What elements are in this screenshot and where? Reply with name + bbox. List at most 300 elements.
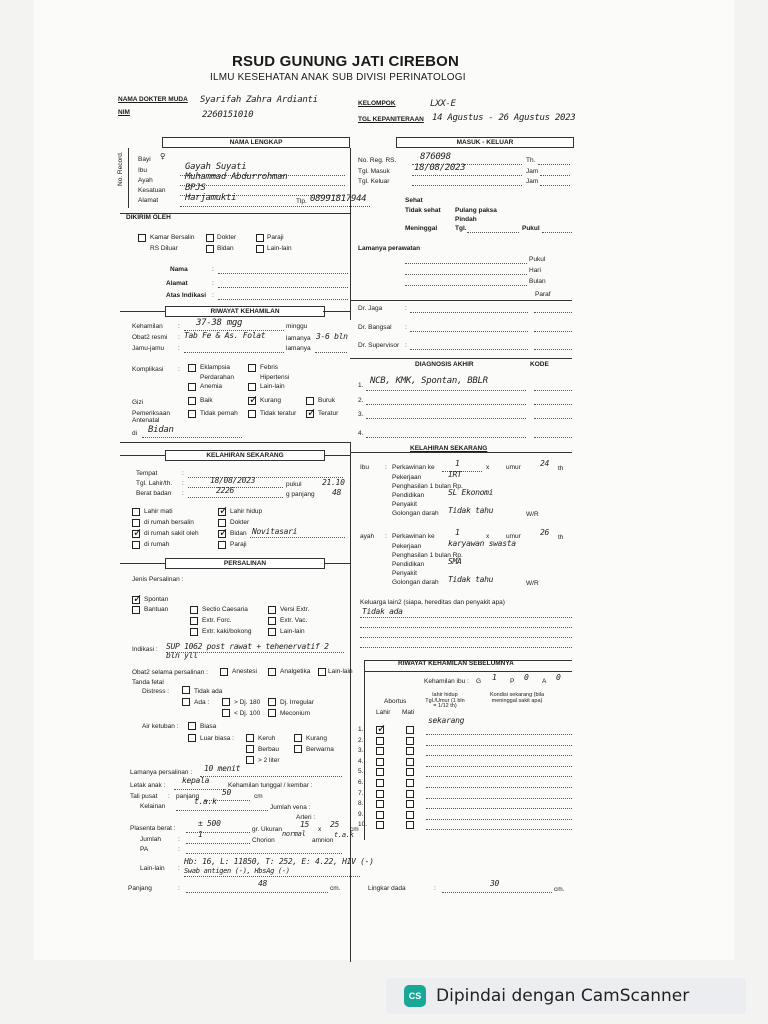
liter-label: > 2 liter bbox=[258, 757, 280, 764]
forc-label: Extr. Forc. bbox=[202, 617, 232, 624]
lainlain-persalinan-checkbox[interactable] bbox=[268, 628, 276, 636]
bayi-label: Bayi bbox=[138, 156, 151, 163]
a-value: 0 bbox=[556, 673, 561, 682]
jumlah-vena-label: Jumlah vena : bbox=[270, 804, 311, 811]
distress-label: Distress : bbox=[142, 688, 170, 695]
riwayat-lahir-checkbox[interactable] bbox=[376, 811, 384, 819]
berwarna-checkbox[interactable] bbox=[294, 745, 302, 753]
lamanya-value: 3-6 bln bbox=[316, 332, 348, 341]
riwayat-lahir-checkbox[interactable] bbox=[376, 790, 384, 798]
berat-label: Berat badan bbox=[136, 490, 172, 497]
alamat-value: Harjamukti bbox=[185, 193, 237, 203]
dr-jaga-label: Dr. Jaga bbox=[358, 305, 383, 312]
lahir-hidup-label: Lahir hidup bbox=[230, 508, 263, 515]
riwayat-mati-checkbox[interactable] bbox=[406, 768, 414, 776]
rumah-sakit-checkbox[interactable] bbox=[132, 530, 140, 538]
eklampsia-checkbox[interactable] bbox=[188, 364, 196, 372]
tgl-kepaniteraan-value: 14 Agustus - 26 Agustus 2023 bbox=[432, 113, 576, 123]
diag-1-num: 1. bbox=[358, 382, 364, 389]
kehamilan-tunggal-label: Kehamilan tunggal / kembar : bbox=[228, 782, 313, 789]
kesatuan-value: BPJS bbox=[185, 183, 206, 193]
arteri-label: Arteri : bbox=[296, 814, 316, 821]
bidan-checkbox[interactable] bbox=[206, 245, 214, 253]
riwayat-row-line bbox=[426, 798, 572, 799]
tglmasuk-value: 18/08/2023 bbox=[414, 163, 466, 173]
pa-label: PA bbox=[140, 846, 149, 853]
bantuan-checkbox[interactable] bbox=[132, 606, 140, 614]
anestesi-checkbox[interactable] bbox=[220, 668, 228, 676]
ibu-perkawinan-label: Perkawinan ke bbox=[392, 464, 435, 471]
kurang-label: Kurang bbox=[260, 397, 281, 404]
riwayat-mati-checkbox[interactable] bbox=[406, 747, 414, 755]
meconium-checkbox[interactable] bbox=[268, 709, 276, 717]
keluarga-label: Keluarga lain2 (siapa, hereditas dan penyakit apa) bbox=[360, 599, 505, 606]
lainlain-value-1: Hb: 16, L: 11850, T: 252, E: 4.22, HIV (-) bbox=[184, 857, 374, 866]
bidan-lahir-checkbox[interactable] bbox=[218, 530, 226, 538]
camscanner-logo-icon: CS bbox=[404, 985, 426, 1007]
air-ketuban-label: Air ketuban : bbox=[142, 723, 179, 730]
lamanya-label: lamanya bbox=[286, 335, 311, 342]
ayah-penghasilan-label: Penghasilan 1 bulan Rp. bbox=[392, 552, 463, 559]
ayah-golongan-value: Tidak tahu bbox=[448, 575, 494, 584]
teratur-checkbox[interactable] bbox=[306, 410, 314, 418]
riwayat-row-number: 6. bbox=[358, 779, 364, 786]
vac-label: Extr. Vac. bbox=[280, 617, 308, 624]
diag-1-value: NCB, KMK, Spontan, BBLR bbox=[370, 376, 488, 386]
bulan-label: Bulan bbox=[529, 278, 546, 285]
riwayat-lahir-checkbox[interactable] bbox=[376, 768, 384, 776]
anemia-checkbox[interactable] bbox=[188, 383, 196, 391]
riwayat-lahir-checkbox[interactable] bbox=[376, 800, 384, 808]
bayi-value: ♀ bbox=[160, 152, 166, 162]
hari-label: Hari bbox=[529, 267, 541, 274]
ibu-pendidikan-value: SL Ekonomi bbox=[448, 488, 494, 497]
amnion-value: t.a.k bbox=[334, 831, 354, 839]
lainlain-persalinan-label: Lain-lain bbox=[280, 628, 305, 635]
dj100-checkbox[interactable] bbox=[222, 709, 230, 717]
tanda-fetal-label: Tanda fetal bbox=[132, 679, 164, 686]
baik-checkbox[interactable] bbox=[188, 397, 196, 405]
kaki-checkbox[interactable] bbox=[190, 628, 198, 636]
ayah-penyakit-label: Penyakit bbox=[392, 570, 417, 577]
keruh-checkbox[interactable] bbox=[246, 734, 254, 742]
jam-label: Jam bbox=[526, 168, 539, 175]
paraji-lahir-checkbox[interactable] bbox=[218, 541, 226, 549]
lamanya-persalinan-value: 10 menit bbox=[204, 764, 241, 773]
riwayat-row-number: 2. bbox=[358, 736, 364, 744]
berbau-label: Berbau bbox=[258, 746, 279, 753]
pemeriksaan-label: Pemeriksaan Antenatal bbox=[132, 410, 170, 424]
kondisi-head: Kondisi sekarang (bila meninggal sakit apa) bbox=[489, 692, 545, 704]
g-label: G bbox=[476, 678, 482, 685]
bidan-lahir-value: Novitasari bbox=[252, 527, 298, 536]
jumlah-value: 1 bbox=[198, 830, 203, 839]
ibu-umur-label: umur bbox=[506, 464, 521, 471]
nama-lengkap-header: NAMA LENGKAP bbox=[162, 137, 350, 148]
riwayat-row-line bbox=[426, 745, 572, 746]
indikasi-label: Indikasi : bbox=[132, 646, 158, 653]
riwayat-row-line bbox=[426, 819, 572, 820]
febris-checkbox[interactable] bbox=[248, 364, 256, 372]
kurang-checkbox[interactable] bbox=[248, 397, 256, 405]
g-panjang-label: g panjang bbox=[286, 491, 315, 498]
lahir-hidup-head: lahir hidup Tgl./Umur (1 bln = 1/12 th) bbox=[425, 692, 465, 709]
tidak-ada-label: Tidak ada bbox=[194, 688, 223, 695]
kesatuan-label: Kesatuan bbox=[138, 187, 166, 194]
ibu-x-label: x bbox=[486, 464, 490, 471]
letak-anak-label: Letak anak : bbox=[130, 782, 166, 789]
dr-supervisor-label: Dr. Supervisor bbox=[358, 342, 400, 349]
berwarna-label: Berwarna bbox=[306, 746, 334, 753]
jumlah-label: Jumlah bbox=[140, 836, 161, 843]
persalinan-header: PERSALINAN bbox=[165, 558, 325, 569]
nim-value: 2260151010 bbox=[202, 110, 254, 120]
lainlain-checkbox[interactable] bbox=[256, 245, 264, 253]
kelainan-value: t.a.k bbox=[194, 797, 217, 806]
ibu-golongan-value: Tidak tahu bbox=[448, 506, 494, 515]
ibu-perkawinan-value: 1 bbox=[455, 459, 460, 468]
p-value: 0 bbox=[524, 673, 529, 682]
minggu-label: minggu bbox=[286, 323, 308, 330]
kehamilan-value: 37-38 mgg bbox=[196, 318, 243, 328]
indikasi-value: SUP 1062 post rawat + tehenervatif 2 bln yll bbox=[166, 642, 329, 660]
ada-label: Ada : bbox=[194, 699, 210, 706]
riwayat-row-line bbox=[426, 755, 572, 756]
paraji-lahir-label: Paraji bbox=[230, 541, 247, 548]
ukuran-label: gr. Ukuran bbox=[252, 826, 282, 833]
tali-pusat-label: Tali pusat bbox=[130, 793, 158, 800]
komplikasi-label: Komplikasi bbox=[132, 366, 164, 373]
sehat-label: Sehat bbox=[405, 197, 423, 204]
tgl-kepaniteraan-label: TGL KEPANITERAAN bbox=[358, 116, 424, 123]
paraf-label: Paraf bbox=[535, 291, 551, 298]
gizi-label: Gizi bbox=[132, 399, 144, 406]
ayah-x-label: x bbox=[486, 533, 490, 540]
pukul-lahir-value: 21.10 bbox=[322, 478, 345, 487]
nim-label: NIM bbox=[118, 109, 130, 116]
tidak-sehat-label: Tidak sehat bbox=[405, 207, 441, 214]
ibu-penyakit-label: Penyakit bbox=[392, 501, 417, 508]
analgetika-checkbox[interactable] bbox=[268, 668, 276, 676]
riwayat-mati-checkbox[interactable] bbox=[406, 737, 414, 745]
riwayat-mati-checkbox[interactable] bbox=[406, 779, 414, 787]
bidan-lahir-label: Bidan bbox=[230, 530, 247, 537]
meconium-label: Meconium bbox=[280, 710, 310, 717]
analgetika-label: Analgetika bbox=[280, 668, 311, 675]
lainlain-komplikasi-label: Lain-lain bbox=[260, 383, 285, 390]
anestesi-label: Anestesi bbox=[232, 668, 257, 675]
lainlain-label: Lain-lain bbox=[267, 245, 292, 252]
di-rumah-checkbox[interactable] bbox=[132, 541, 140, 549]
g-value: 1 bbox=[492, 673, 497, 682]
riwayat-mati-checkbox[interactable] bbox=[406, 758, 414, 766]
kelompok-value: LXX-E bbox=[430, 99, 456, 109]
ibu-th-label: th bbox=[558, 465, 564, 472]
biasa-checkbox[interactable] bbox=[188, 722, 196, 730]
buruk-label: Buruk bbox=[318, 397, 335, 404]
noreg-label: No. Reg. RS. bbox=[358, 157, 397, 164]
kelompok-label: KELOMPOK bbox=[358, 100, 396, 107]
lingkar-dada-cm: cm. bbox=[554, 886, 565, 893]
forc-checkbox[interactable] bbox=[190, 617, 198, 625]
alamat-label: Alamat bbox=[138, 197, 159, 204]
amnion-label: amnion bbox=[312, 837, 334, 844]
tidak-ada-checkbox[interactable] bbox=[182, 686, 190, 694]
ukuran-x: x bbox=[318, 826, 322, 833]
lainlain-obat-checkbox[interactable] bbox=[318, 668, 326, 676]
riwayat-mati-checkbox[interactable] bbox=[406, 821, 414, 829]
ayah-golongan-label: Golongan darah bbox=[392, 579, 439, 586]
riwayat-lahir-checkbox[interactable] bbox=[376, 737, 384, 745]
meninggal-label: Meninggal bbox=[405, 225, 438, 232]
luar-biasa-label: Luar biasa : bbox=[200, 735, 234, 742]
lahir-hidup-checkbox[interactable] bbox=[218, 508, 226, 516]
ayah-pekerjaan-value: karyawan swasta bbox=[448, 539, 516, 548]
ayah-umur-value: 26 bbox=[540, 528, 550, 537]
dj180-label: > Dj. 180 bbox=[234, 699, 261, 706]
riwayat-row-number: 8. bbox=[358, 800, 364, 808]
spontan-checkbox[interactable] bbox=[132, 596, 140, 604]
ayah-ortu-label: ayah bbox=[360, 533, 375, 540]
tgl-lahir-label: Tgl. Lahir/th. bbox=[136, 480, 173, 487]
di-value: Bidan bbox=[148, 425, 174, 435]
pukul-lahir-label: pukul bbox=[286, 481, 302, 488]
ayah-label: Ayah bbox=[138, 177, 153, 184]
rumah-bersalin-label: di rumah bersalin bbox=[144, 519, 194, 526]
jam2-label: Jam bbox=[526, 178, 539, 185]
kelainan-label: Kelainan bbox=[140, 803, 166, 810]
anemia-label: Anemia bbox=[200, 383, 223, 390]
tgl-label: Tgl. bbox=[455, 225, 467, 232]
kamar-bersalin-checkbox[interactable] bbox=[138, 234, 146, 242]
riwayat-mati-checkbox[interactable] bbox=[406, 726, 414, 734]
nama-label: Nama bbox=[170, 266, 188, 273]
tidak-pernah-label: Tidak pernah bbox=[200, 410, 238, 417]
kurang-ketuban-label: Kurang bbox=[306, 735, 327, 742]
a-label: A bbox=[542, 678, 547, 685]
ayah-umur-label: umur bbox=[506, 533, 521, 540]
lainlain-value-2: Swab antigen (-), HbsAg (-) bbox=[184, 867, 290, 875]
letak-anak-value: kepala bbox=[182, 776, 210, 785]
pindah-label: Pindah bbox=[455, 216, 477, 223]
tglkeluar-label: Tgl. Keluar bbox=[358, 178, 390, 185]
kelahiran-right-header: KELAHIRAN SEKARANG bbox=[410, 445, 488, 452]
ibu-pekerjaan-label: Pekerjaan bbox=[392, 474, 422, 481]
obat-resmi-value: Tab Fe & As. Folat bbox=[184, 331, 266, 340]
kehamilan-ibu-label: Kehamilan ibu : bbox=[424, 678, 469, 685]
eklampsia-label: Eklampsia bbox=[200, 364, 230, 371]
spontan-label: Spontan bbox=[144, 596, 169, 603]
buruk-checkbox[interactable] bbox=[306, 397, 314, 405]
kelahiran-header: KELAHIRAN SEKARANG bbox=[165, 450, 325, 461]
lahir-mati-checkbox[interactable] bbox=[132, 508, 140, 516]
berbau-checkbox[interactable] bbox=[246, 745, 254, 753]
tali-panjang-label: panjang bbox=[176, 793, 200, 800]
riwayat-row-number: 10. bbox=[358, 821, 368, 829]
hipertensi-label: Hipertensi bbox=[260, 374, 290, 381]
tgl-lahir-value: 18/08/2023 bbox=[210, 476, 256, 485]
kehamilan-label: Kehamilan bbox=[132, 323, 163, 330]
lamanya2-label: lamanya bbox=[286, 345, 311, 352]
versi-label: Versi Extr. bbox=[280, 606, 310, 613]
keluarga-value: Tidak ada bbox=[362, 607, 403, 616]
noreg-value: 876098 bbox=[420, 152, 451, 162]
panjang-bottom-label: Panjang bbox=[128, 885, 152, 892]
di-label: di bbox=[132, 430, 138, 437]
chorion-label: Chorion bbox=[252, 837, 275, 844]
lainlain-komplikasi-checkbox[interactable] bbox=[248, 383, 256, 391]
plasenta-label: Plasenta berat : bbox=[130, 825, 176, 832]
dj180-checkbox[interactable] bbox=[222, 698, 230, 706]
tidak-teratur-label: Tidak teratur bbox=[260, 410, 297, 417]
riwayat-row-number: 3. bbox=[358, 747, 364, 755]
tali-panjang-value: 50 bbox=[222, 788, 232, 797]
camscanner-text: Dipindai dengan CamScanner bbox=[436, 986, 690, 1006]
kamar-bersalin-label: Kamar Bersalin bbox=[150, 234, 195, 241]
ada-checkbox[interactable] bbox=[182, 698, 190, 706]
dikirim-header: DIKIRIM OLEH bbox=[126, 214, 171, 221]
diag-2-num: 2. bbox=[358, 397, 364, 404]
paraji-label: Paraji bbox=[267, 234, 284, 241]
tlp-label: Tlp. bbox=[296, 198, 307, 205]
di-rumah-label: di rumah bbox=[144, 541, 170, 548]
kaki-label: Extr. kaki/bokong bbox=[202, 628, 252, 635]
diag-3-num: 3. bbox=[358, 411, 364, 418]
doctor-value: Syarifah Zahra Ardianti bbox=[200, 95, 318, 105]
lingkar-dada-label: Lingkar dada bbox=[368, 885, 406, 892]
panjang-lahir-value: 48 bbox=[332, 488, 342, 497]
versi-checkbox[interactable] bbox=[268, 606, 276, 614]
sectio-checkbox[interactable] bbox=[190, 606, 198, 614]
riwayat-row-number: 4. bbox=[358, 757, 364, 765]
liter-checkbox[interactable] bbox=[246, 756, 254, 764]
bidan-label: Bidan bbox=[217, 245, 234, 252]
pukul-label: Pukul bbox=[522, 225, 540, 232]
sectio-label: Sectio Caesaria bbox=[202, 606, 248, 613]
ayah-perkawinan-label: Perkawinan ke bbox=[392, 533, 435, 540]
p-label: P bbox=[510, 678, 515, 685]
lainlain-obat-label: Lain-lain bbox=[328, 668, 353, 675]
luar-biasa-checkbox[interactable] bbox=[188, 734, 196, 742]
camscanner-badge bbox=[386, 978, 746, 1014]
mati-col-label: Mati bbox=[402, 709, 415, 716]
department-title: ILMU KESEHATAN ANAK SUB DIVISI PERINATOLOGI bbox=[210, 72, 466, 83]
riwayat-lahir-checkbox[interactable] bbox=[376, 779, 384, 787]
hospital-title: RSUD GUNUNG JATI CIREBON bbox=[232, 53, 460, 70]
irregular-label: Dj. Irregular bbox=[280, 699, 314, 706]
ayah-pendidikan-value: SMA bbox=[448, 557, 462, 566]
ibu-golongan-label: Golongan darah bbox=[392, 510, 439, 517]
riwayat-mati-checkbox[interactable] bbox=[406, 800, 414, 808]
riwayat-row-line bbox=[426, 787, 572, 788]
ibu-penghasilan-label: Penghasilan 1 bulan Rp. bbox=[392, 483, 463, 490]
abortus-label: Abortus bbox=[384, 698, 407, 705]
febris-label: Febris bbox=[260, 364, 279, 371]
tidak-pernah-checkbox[interactable] bbox=[188, 410, 196, 418]
atas-indikasi-label: Atas Indikasi bbox=[166, 292, 207, 299]
obat-persalinan-label: Obat2 selama persalinan : bbox=[132, 669, 208, 676]
jenis-persalinan-label: Jenis Persalinan : bbox=[132, 576, 184, 583]
kurang-ketuban-checkbox[interactable] bbox=[294, 734, 302, 742]
tempat-label: Tempat bbox=[136, 470, 158, 477]
lamanya-persalinan-label: Lamanya persalinan : bbox=[130, 769, 193, 776]
tlp-value: 08991817944 bbox=[310, 194, 367, 204]
berat-value: 2226 bbox=[216, 486, 235, 495]
baik-label: Baik bbox=[200, 397, 213, 404]
diag-4-num: 4. bbox=[358, 430, 364, 437]
jamu-label: Jamu-jamu bbox=[132, 345, 165, 352]
dr-bangsal-label: Dr. Bangsal bbox=[358, 324, 392, 331]
ibu-label: Ibu bbox=[138, 167, 148, 174]
riwayat-lahir-checkbox[interactable] bbox=[376, 726, 384, 734]
riwayat-row-number: 9. bbox=[358, 810, 364, 818]
dokter-checkbox[interactable] bbox=[206, 234, 214, 242]
perdarahan-label: Perdarahan bbox=[200, 374, 234, 381]
tidak-teratur-checkbox[interactable] bbox=[248, 410, 256, 418]
obat-resmi-label: Obat2 resmi bbox=[132, 334, 168, 341]
bantuan-label: Bantuan bbox=[144, 606, 169, 613]
chorion-value: normal bbox=[282, 830, 306, 838]
plasenta-value: ± 500 bbox=[198, 819, 221, 828]
riwayat-lahir-checkbox[interactable] bbox=[376, 821, 384, 829]
lahir-col-label: Lahir bbox=[376, 709, 391, 716]
riwayat-mati-checkbox[interactable] bbox=[406, 811, 414, 819]
riwayat-row-line bbox=[426, 766, 572, 767]
riwayat-lahir-checkbox[interactable] bbox=[376, 758, 384, 766]
riwayat-sebelum-header: RIWAYAT KEHAMILAN SEBELUMNYA bbox=[398, 660, 514, 667]
dokter-lahir-label: Dokter bbox=[230, 519, 250, 526]
ibu-value: Gayah Suyati bbox=[185, 162, 247, 172]
keruh-label: Keruh bbox=[258, 735, 276, 742]
riwayat-mati-checkbox[interactable] bbox=[406, 790, 414, 798]
ayah-pekerjaan-label: Pekerjaan bbox=[392, 543, 422, 550]
no-record-label: No. Record. bbox=[117, 151, 124, 186]
ibu-umur-value: 24 bbox=[540, 459, 550, 468]
ibu-wr-label: W/R bbox=[526, 511, 539, 518]
pukul2-label: Pukul bbox=[529, 256, 546, 263]
lamanya-perawatan-label: Lamanya perawatan bbox=[358, 245, 421, 252]
lainlain-bottom-label: Lain-lain bbox=[140, 865, 165, 872]
riwayat-row-line bbox=[426, 808, 572, 809]
alamat-dikirim-label: Alamat bbox=[166, 280, 188, 287]
kode-label: KODE bbox=[530, 361, 549, 368]
teratur-label: Teratur bbox=[318, 410, 339, 417]
ayah-th-label: th bbox=[558, 534, 564, 541]
panjang-bottom-cm: cm. bbox=[330, 885, 341, 892]
riwayat-row-number: 1. bbox=[358, 726, 364, 733]
dokter-label: Dokter bbox=[217, 234, 237, 241]
paraji-checkbox[interactable] bbox=[256, 234, 264, 242]
riwayat-lahir-checkbox[interactable] bbox=[376, 747, 384, 755]
doctor-label: NAMA DOKTER MUDA bbox=[118, 96, 188, 103]
riwayat-row-number: 7. bbox=[358, 789, 364, 797]
ayah-wr-label: W/R bbox=[526, 580, 539, 587]
panjang-bottom-value: 48 bbox=[258, 879, 268, 888]
lahir-mati-label: Lahir mati bbox=[144, 508, 173, 515]
ayah-value: Muhammad Abdurrohman bbox=[185, 172, 288, 182]
riwayat-row-line bbox=[426, 829, 572, 830]
vac-checkbox[interactable] bbox=[268, 617, 276, 625]
rs-diluar-label: RS Diluar bbox=[150, 245, 178, 252]
ibu-pekerjaan-value: IRT bbox=[448, 470, 462, 479]
ukuran-cm: cm bbox=[350, 826, 359, 833]
riwayat-row-line bbox=[426, 734, 572, 735]
irregular-checkbox[interactable] bbox=[268, 698, 276, 706]
lingkar-dada-value: 30 bbox=[490, 879, 500, 888]
rumah-sakit-label: di rumah sakit oleh bbox=[144, 530, 199, 537]
dj100-label: < Dj. 100 bbox=[234, 710, 261, 717]
riwayat-row-line bbox=[426, 776, 572, 777]
